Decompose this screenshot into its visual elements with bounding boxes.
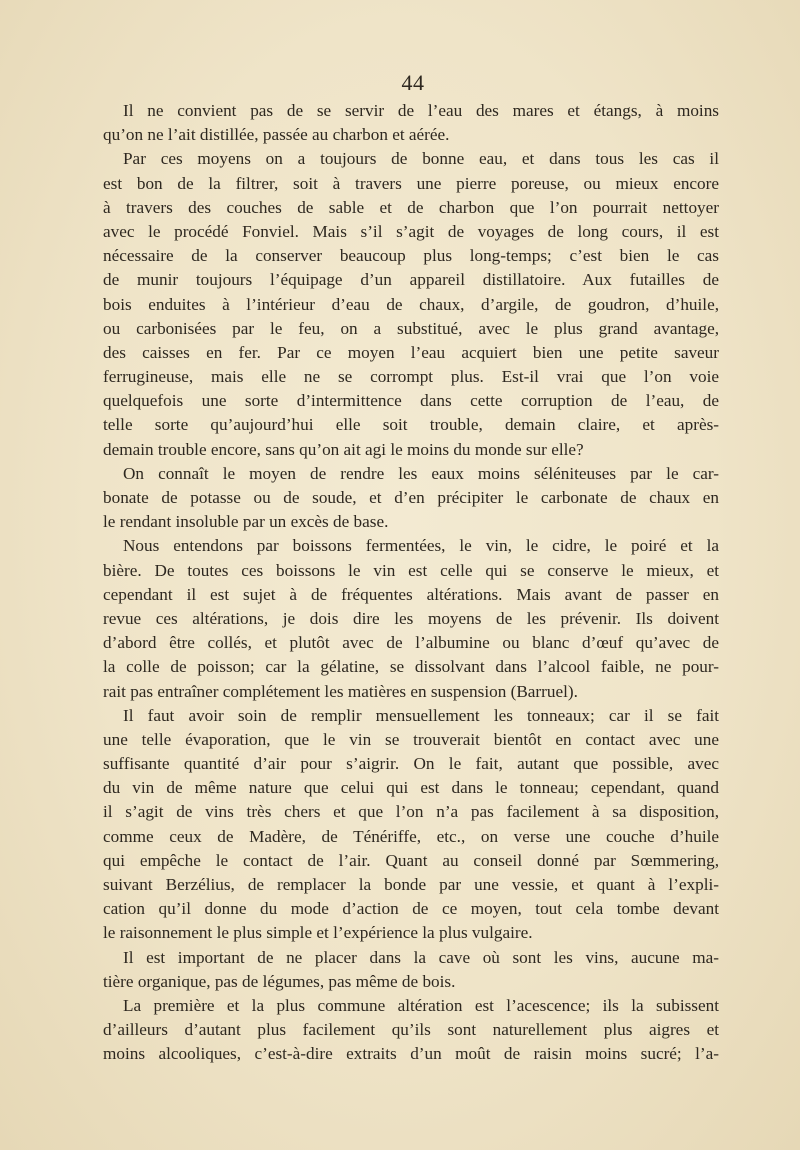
text-line: suffisante quantité d’air pour s’aigrir. On le fait, autant que possible, avec <box>103 754 719 774</box>
text-line: bois enduites à l’intérieur d’eau de chaux, d’argile, de goudron, d’huile, <box>103 294 719 314</box>
text-line: qui empêche le contact de l’air. Quant au conseil donné par Sœmmering, <box>103 850 719 870</box>
text-line: La première et la plus commune altération est l’acescence; ils la subissent <box>123 995 719 1015</box>
text-line: de munir toujours l’équipage d’un appareil distillatoire. Aux futailles de <box>103 270 719 290</box>
text-line: revue ces altérations, je dois dire les moyens de les prévenir. Ils doivent <box>103 608 719 628</box>
text-line: une telle évaporation, que le vin se trouverait bientôt en contact avec une <box>103 729 719 749</box>
text-line: le rendant insoluble par un excès de base. <box>103 512 389 532</box>
body-text <box>103 99 719 1067</box>
text-line: nécessaire de la conserver beaucoup plus long-temps; c’est bien le cas <box>103 246 719 266</box>
text-line: avec le procédé Fonviel. Mais s’il s’agit de voyages de long cours, il est <box>103 221 719 241</box>
text-line: cation qu’il donne du mode d’action de ce moyen, tout cela tombe devant <box>103 899 719 919</box>
text-line: la colle de poisson; car la gélatine, se dissolvant dans l’alcool faible, ne pour- <box>103 657 719 677</box>
text-line: cependant il est sujet à de fréquentes altérations. Mais avant de passer en <box>103 584 719 604</box>
text-line: qu’on ne l’ait distillée, passée au charbon et aérée. <box>103 125 450 145</box>
page-number: 44 <box>401 70 425 95</box>
text-line: il s’agit de vins très chers et que l’on n’a pas facilement à sa disposition, <box>103 802 719 822</box>
text-line: est bon de la filtrer, soit à travers une pierre poreuse, ou mieux encore <box>103 173 719 193</box>
text-line: du vin de même nature que celui qui est dans le tonneau; cependant, quand <box>103 778 719 798</box>
text-line: telle sorte qu’aujourd’hui elle soit trouble, demain claire, et après- <box>103 415 719 435</box>
text-line: des caisses en fer. Par ce moyen l’eau acquiert bien une petite saveur <box>103 342 719 362</box>
text-line: le raisonnement le plus simple et l’expérience la plus vulgaire. <box>103 923 533 943</box>
text-line: d’ailleurs d’autant plus facilement qu’ils sont naturellement plus aigres et <box>103 1020 719 1040</box>
text-line: Il ne convient pas de se servir de l’eau des mares et étangs, à moins <box>123 101 719 120</box>
text-line: ferrugineuse, mais elle ne se corrompt plus. Est-il vrai que l’on voie <box>103 367 719 387</box>
text-line: à travers des couches de sable et de charbon que l’on pourrait nettoyer <box>103 197 719 217</box>
text-line: suivant Berzélius, de remplacer la bonde par une vessie, et quant à l’expli- <box>103 875 719 894</box>
text-line: comme ceux de Madère, de Ténériffe, etc., on verse une couche d’huile <box>103 826 719 846</box>
text-line: quelquefois une sorte d’intermittence dans cette corruption de l’eau, de <box>103 391 719 411</box>
text-line: Nous entendons par boissons fermentées, le vin, le cidre, le poiré et la <box>123 536 719 556</box>
text-line: bonate de potasse ou de soude, et d’en précipiter le carbonate de chaux en <box>103 488 719 507</box>
text-line: On connaît le moyen de rendre les eaux moins séléniteuses par le car- <box>123 463 719 483</box>
text-line: ou carbonisées par le feu, on a substitué, avec le plus grand avantage, <box>103 318 719 338</box>
text-line: Il est important de ne placer dans la cave où sont les vins, aucune ma- <box>123 947 719 967</box>
text-line: moins alcooliques, c’est-à-dire extraits d’un moût de raisin moins sucré; l’a- <box>103 1044 719 1064</box>
text-line: demain trouble encore, sans qu’on ait agi le moins du monde sur elle? <box>103 439 584 459</box>
text-line: d’abord être collés, et plutôt avec de l’albumine ou blanc d’œuf qu’avec de <box>103 633 719 653</box>
text-line: rait pas entraîner complétement les matières en suspension (Barruel). <box>103 681 578 701</box>
text-line: Il faut avoir soin de remplir mensuellement les tonneaux; car il se fait <box>123 705 719 725</box>
text-line: tière organique, pas de légumes, pas même de bois. <box>103 971 456 991</box>
text-line: Par ces moyens on a toujours de bonne eau, et dans tous les cas il <box>123 149 719 169</box>
text-line: bière. De toutes ces boissons le vin est celle qui se conserve le mieux, et <box>103 560 719 580</box>
